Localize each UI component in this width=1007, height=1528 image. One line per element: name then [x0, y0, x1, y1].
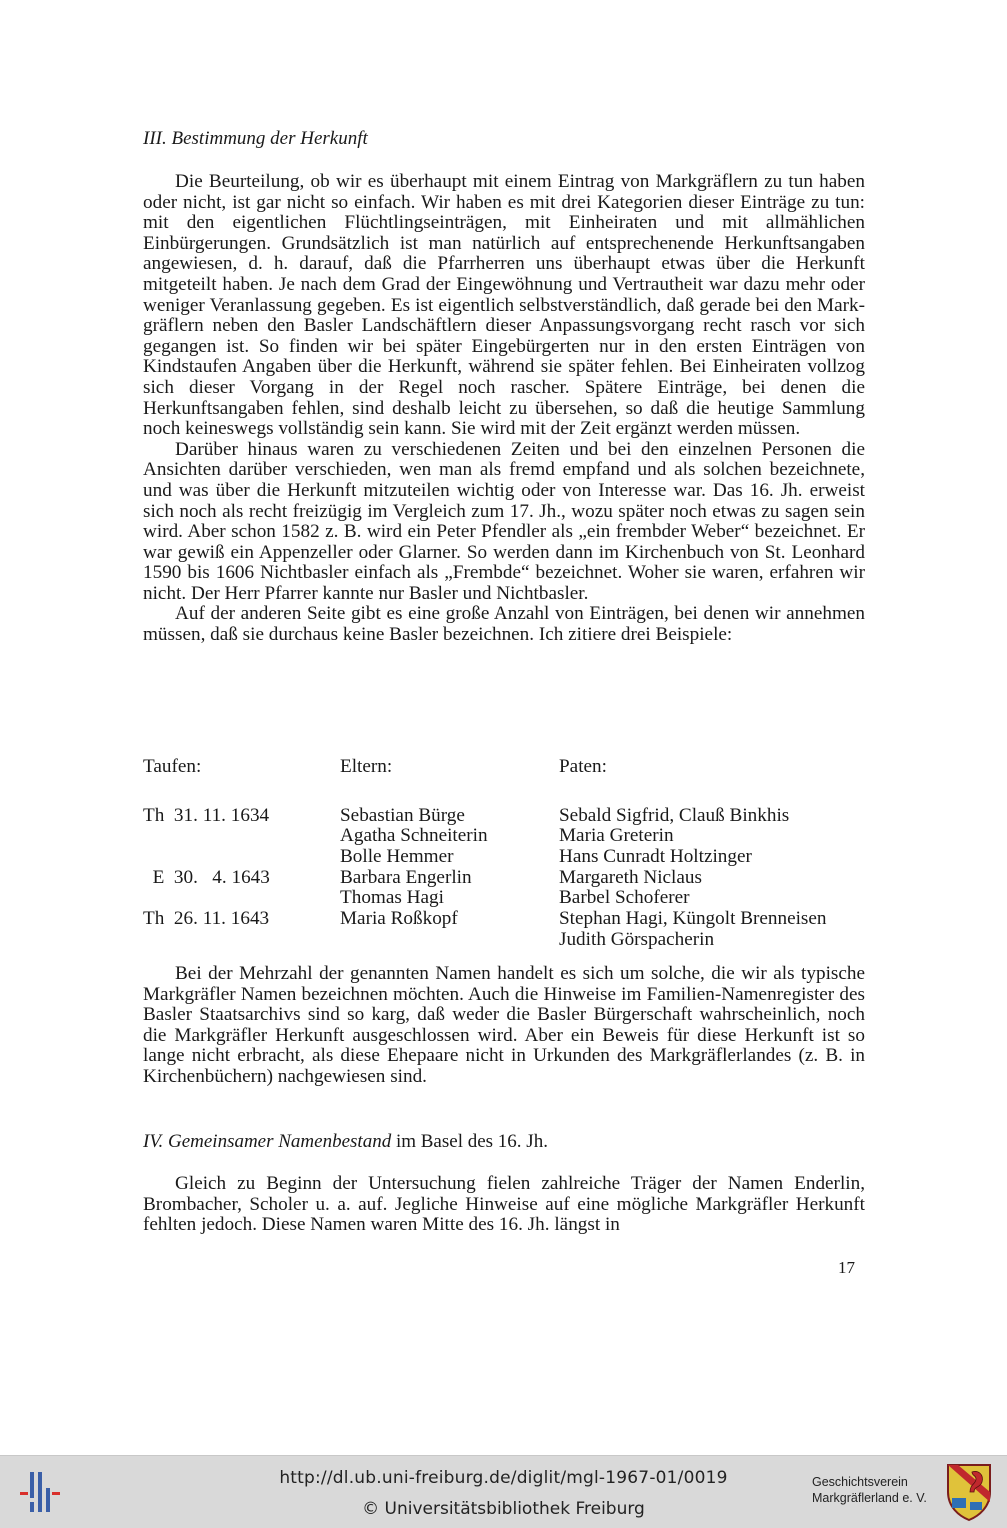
paragraph: Die Beurteilung, ob wir es überhaupt mit einem Eintrag von Markgräflern zu tun haben oder nicht, ist gar nicht so einfach. Wir haben es mit drei Kategorien dieser Einträge zu tun: mit den eigentlichen Flüchtlingseinträgen, mit Einheiraten und mit allmählichen Einbürgerungen. Grundsätzlich ist man natürlich auf entsprechenende Herkunftsangaben angewiesen, d. h. darauf, daß die Pfarrherren uns überhaupt etwas über die Herkunft mitgeteilt haben. Je nach dem Grad der Eingewöhnung und Vertrautheit war dazu mehr oder weniger Veranlassung gegeben. Es ist eigentlich selbstverständlich, daß gerade bei den Markgräflern neben den Basler Landschäftlern dieser Anpassungsvorgang recht rasch vor sich gegangen ist. So finden wir bei später Eingebürgerten nur in den ersten Einträgen von Kindstaufen Angaben über die Herkunft, während sie später fehlen. Bei Einheiraten vollzog sich dieser Vorgang in der Regel noch rascher. Spätere Einträge, bei denen die Herkunftsangaben fehlen, sind deshalb leicht zu übersehen, so daß die heutige Sammlung noch keineswegs vollständig sein kann. Sie wird mit der Zeit ergänzt werden müssen. [143, 171, 865, 440]
baptism-date: Th 26. 11. 1643 [143, 908, 270, 930]
baptism-date: E 30. 4. 1643 [143, 866, 270, 888]
paragraph: Gleich zu Beginn der Untersuchung fielen zahlreiche Träger der Namen Enderlin, Brombacher, Scholer u. a. auf. Jegliche Hinweise auf eine mögliche Markgräfler Herkunft fehlten jedoch. Diese Namen waren Mitte des 16. Jh. längst in [143, 1173, 865, 1236]
society-name [812, 1474, 927, 1506]
society-name-line1: Geschichtsverein [812, 1475, 908, 1489]
section-4-body [143, 1174, 865, 1236]
parent-name: Bolle Hemmer [340, 846, 454, 868]
section-heading-4-plain: im Basel des 16. Jh. [391, 1131, 548, 1152]
table-row [143, 868, 883, 889]
column-header-parents: Eltern: [340, 756, 393, 777]
table-row [143, 909, 883, 930]
table-row [143, 930, 883, 951]
column-header-baptisms: Taufen: [143, 756, 202, 777]
godparent-names: Sebald Sigfrid, Clauß Binkhis [559, 804, 790, 826]
paragraph: Bei der Mehrzahl der genannten Namen handelt es sich um solche, die wir als typische Markgräfler Namen bezeichnen möchten. Auch die Hinweise im Familien-Namenregister des Basler Staatsarchivs sind so karg, daß weder die Basler Bürgerschaft wahrscheinlich, noch die Markgräfler Herkunft ausgeschlossen wird. Aber ein Beweis für diese Herkunft ist so lange nicht erbracht, als diese Ehepaare nicht in Urkunden des Markgräflerlandes (z. B. in Kirchenbüchern) nachgewiesen sind. [143, 963, 865, 1087]
section-3-body [143, 172, 865, 646]
table-row [143, 847, 883, 868]
parent-name: Thomas Hagi [340, 887, 444, 909]
godparent-names: Judith Görspacherin [559, 928, 715, 950]
table-row [143, 806, 883, 827]
section-heading-4 [143, 1131, 548, 1153]
paragraph: Auf der anderen Seite gibt es eine große Anzahl von Einträgen, bei denen wir annehmen müssen, daß sie durchaus keine Basler bezeichnen. Ich zitiere drei Beispiele: [143, 603, 865, 646]
society-name-line2: Markgräflerland e. V. [812, 1491, 927, 1505]
permalink-url[interactable]: http://dl.ub.uni-freiburg.de/diglit/mgl-1967-01/0019 [279, 1468, 728, 1488]
godparent-names: Barbel Schoferer [559, 887, 690, 909]
godparent-names: Maria Greterin [559, 825, 674, 847]
copyright-notice: © Universitätsbibliothek Freiburg [362, 1499, 645, 1519]
parent-name: Agatha Schneiterin [340, 825, 488, 847]
parent-name: Barbara Engerlin [340, 866, 472, 888]
parent-name: Maria Roßkopf [340, 908, 458, 930]
coat-of-arms-icon [944, 1462, 994, 1522]
section-heading-3: III. Bestimmung der Herkunft [143, 128, 368, 149]
paragraph: Darüber hinaus waren zu verschiedenen Zeiten und bei den einzelnen Personen die Ansichten darüber verschieden, wen man als fremd empfand und als solchen bezeichnete, und was über die Herkunft mitzuteilen wichtig oder von Interesse war. Das 16. Jh. erweist sich noch als recht freizügig im Vergleich zum 17. Jh., wozu später noch etwas zu sagen sein wird. Aber schon 1582 z. B. wird ein Peter Pfendler als „ein frembder Weber“ bezeichnet. Er war gewiß ein Appenzeller oder Glarner. So werden dann im Kirchenbuch von St. Leonhard 1590 bis 1606 Nichtbasler einfach als „Frembde“ bezeichnet. Woher sie waren, erfahren wir nicht. Der Herr Pfarrer kannte nur Basler und Nichtbasler. [143, 438, 865, 604]
godparent-names: Margareth Niclaus [559, 866, 702, 888]
parent-name: Sebastian Bürge [340, 804, 465, 826]
column-header-godparents: Paten: [559, 756, 607, 777]
page-number: 17 [838, 1258, 855, 1277]
godparent-names: Hans Cunradt Holtzinger [559, 846, 752, 868]
table-row [143, 888, 883, 909]
baptism-examples-table [143, 757, 883, 951]
table-header-row [143, 757, 883, 778]
godparent-names: Stephan Hagi, Küngolt Brenneisen [559, 908, 827, 930]
table-row [143, 826, 883, 847]
section-3-conclusion [143, 964, 865, 1088]
viewer-footer [0, 1455, 1007, 1528]
baptism-date: Th 31. 11. 1634 [143, 804, 270, 826]
section-heading-4-italic: IV. Gemeinsamer Namenbestand [143, 1131, 392, 1152]
